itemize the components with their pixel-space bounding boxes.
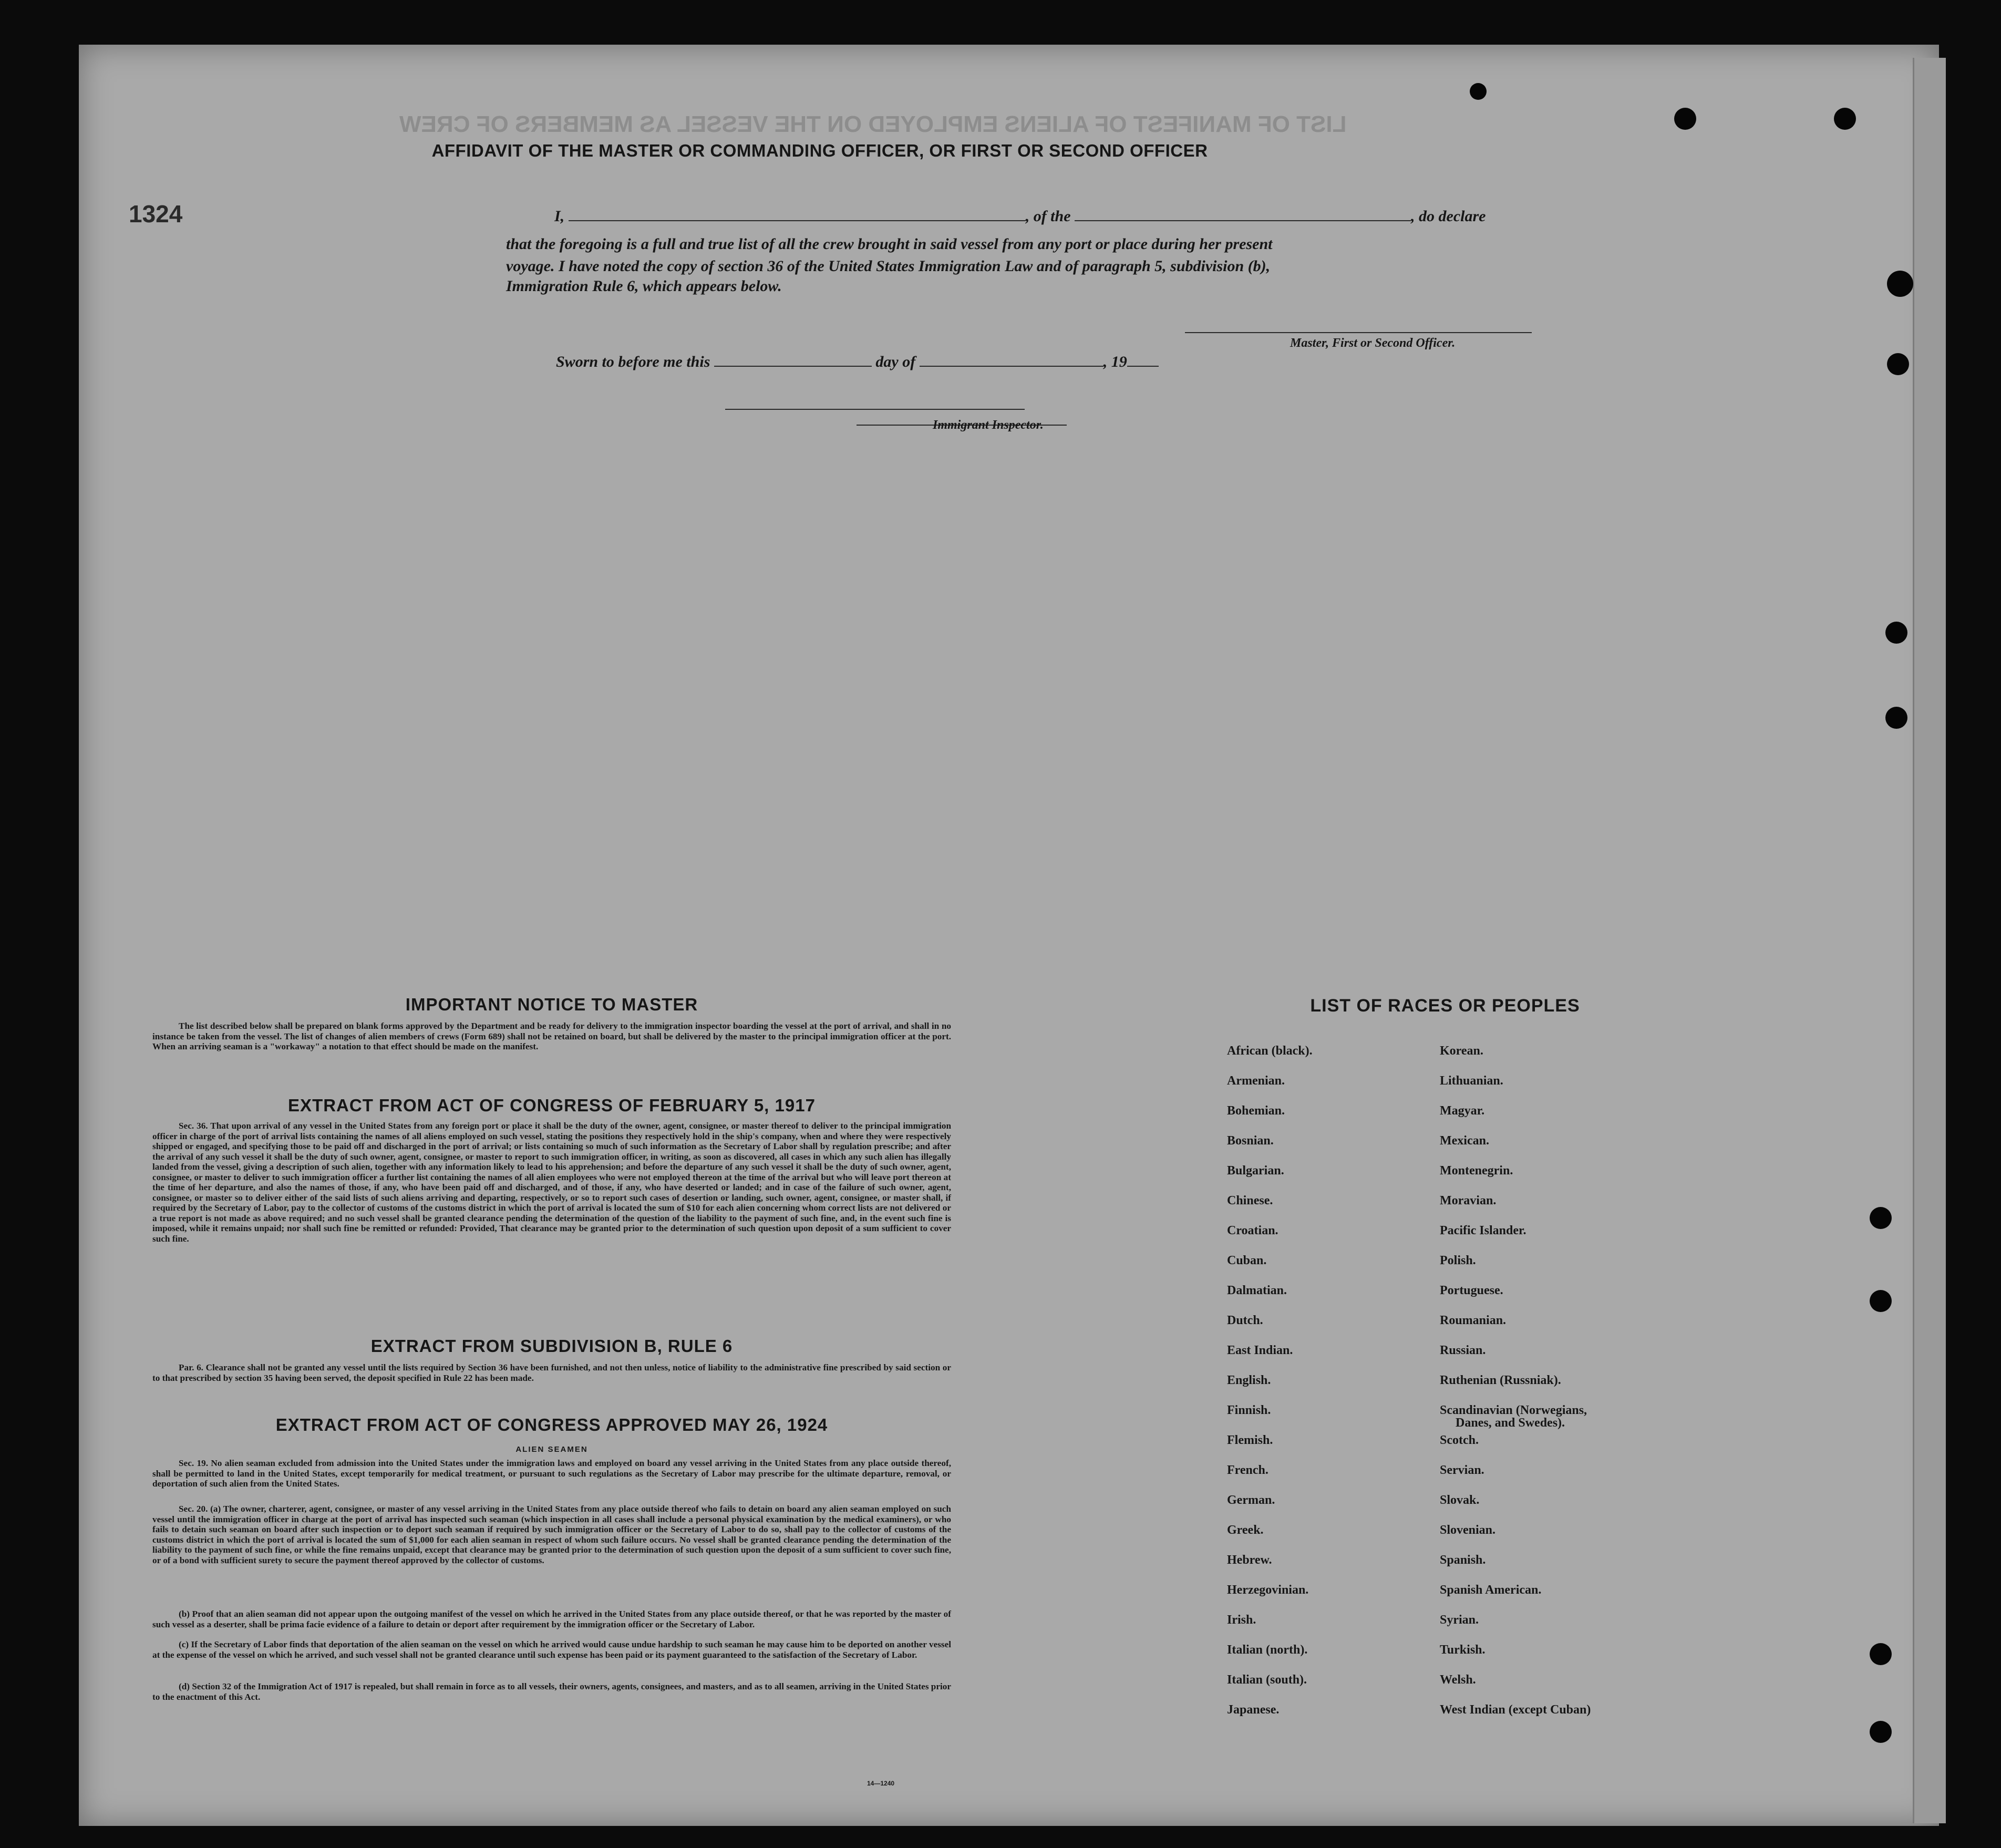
race-item-flemish: Flemish. [1227,1433,1273,1447]
extract-1924-sec20d: (d) Section 32 of the Immigration Act of 1917 is repealed, but shall remain in force as to all vessels, their owners, agents, consignees, and masters, and as to all seamen, arriving in the United States prior to the enactment of this Act. [152,1681,951,1702]
race-item-italian-south: Italian (south). [1227,1673,1307,1687]
binder-hole [1885,707,1907,729]
extract-1924-sec20b: (b) Proof that an alien seaman did not appear upon the outgoing manifest of the vessel on which he arrived in the United States from any place outside thereof, or that he was reported by the master of such vessel as a deserter, shall be prima facie evidence of a failure to detain or deport after requirement by the immigration officer or the Secretary of Labor. [152,1609,951,1629]
race-item-scotch: Scotch. [1440,1433,1479,1447]
race-item-dalmatian: Dalmatian. [1227,1284,1287,1297]
race-item-german: German. [1227,1493,1275,1507]
do-declare-label: , do declare [1411,208,1486,225]
inspector-signature-line[interactable] [725,409,1025,410]
race-item-mexican: Mexican. [1440,1134,1489,1148]
inspector-caption: Immigrant Inspector. [933,418,1044,432]
binder-hole [1870,1721,1892,1743]
races-heading: LIST OF RACES OR PEOPLES [1310,996,1580,1016]
race-item-moravian: Moravian. [1440,1194,1497,1207]
binder-hole [1674,108,1696,130]
race-item-turkish: Turkish. [1440,1643,1486,1657]
race-item-italian-north: Italian (north). [1227,1643,1308,1657]
affidavit-line-2: that the foregoing is a full and true list of all the crew brought in said vessel from any port or place during her present [506,235,1273,253]
extract-1917-text: Sec. 36. That upon arrival of any vessel in the United States from any foreign port or place it shall be the duty of the owner, agent, consignee, or master thereof to deliver to the principal immigration officer in charge of the port of arrival lists containing the names of all aliens employed on such vessel, stating the positions they respectively hold in the ship's company, when and where they were respectively shipped or engaged, and specifying those to be paid off and discharged in the port of arrival; or lists containing so much of such information as the Secretary of Labor shall by regulation prescribe; and after the arrival of any such vessel it shall be the duty of such owner, agent, consignee, or master to report to such immigration officer, in writing, as soon as discovered, all cases in which any such alien has illegally landed from the vessel, giving a description of such alien, together with any information likely to lead to his apprehension; and before the departure of any such vessel it shall be the duty of such owner, agent, consignee, or master to deliver to such immigration officer a further list containing the names of all alien employees who were not employed thereon at the time of the arrival but who will leave port thereon at the time of her departure, and also the names of those, if any, who have been paid off and discharged, and of those, if any, who have deserted or landed; and in case of the failure of such owner, agent, consignee, or master so to deliver either of the said lists of such aliens arriving and departing, respectively, or so to report such cases of desertion or landing, such owner, agent, consignee, or master shall, if required by the Secretary of Labor, pay to the collector of customs of the customs district in which the port of arrival is located the sum of $10 for each alien concerning whom correct lists are not delivered or a true report is not made as above required; and no such vessel shall be granted clearance pending the determination of the question of the liability to the payment of such fine, and, in the event such fine is imposed, while it remains unpaid; nor shall such fine be remitted or refunded: Provided, That clearance may be granted prior to the determination of such question upon deposit of a sum sufficient to cover such fine. [152,1121,951,1244]
master-signature-caption: Master, First or Second Officer. [1290,336,1456,350]
race-item-montenegrin: Montenegrin. [1440,1164,1513,1178]
master-signature-line[interactable] [1185,332,1532,333]
of-the-label: , of the [1025,208,1071,225]
declarant-name-field[interactable] [569,209,1026,221]
bleed-through-header: LIST OF MANIFEST OF ALIENS EMPLOYED ON THE VESSEL AS MEMBERS OF CREW [399,111,1347,137]
day-of-label: day of [875,353,916,370]
affidavit-line-1 [554,208,1486,225]
race-item-lithuanian: Lithuanian. [1440,1074,1503,1088]
race-item-slovenian: Slovenian. [1440,1523,1496,1537]
race-item-english: English. [1227,1374,1271,1387]
binder-hole [1887,353,1909,375]
race-item-korean: Korean. [1440,1044,1483,1058]
binder-hole [1834,108,1856,130]
sworn-line [556,353,1159,371]
race-item-magyar: Magyar. [1440,1104,1485,1118]
extract-rule6-heading: EXTRACT FROM SUBDIVISION B, RULE 6 [370,1336,733,1356]
races-right-column [1440,1045,1591,1733]
race-item-spanish-american: Spanish American. [1440,1583,1542,1597]
race-item-russian: Russian. [1440,1344,1486,1357]
sworn-year-field[interactable] [1127,354,1159,367]
form-number: 14—1240 [867,1780,895,1787]
affidavit-line-3: voyage. I have noted the copy of section 36 of the United States Immigration Law and of paragraph 5, subdivision (b), [506,257,1271,275]
sheet-number: 1324 [129,200,183,228]
notice-text: The list described below shall be prepared on blank forms approved by the Department and be ready for delivery to the immigration inspector boarding the vessel at the port of arrival, and shall in no instance be taken from the vessel. The list of changes of alien members of crews (Form 689) shall not be retained on board, but shall be delivered by the master to the principal immigration officer at the port. When an arriving seaman is a "workaway" a notation to that effect should be made on the manifest. [152,1021,951,1051]
race-item-spanish: Spanish. [1440,1553,1486,1567]
race-item-ruthenian-russniak: Ruthenian (Russniak). [1440,1374,1561,1387]
race-item-chinese: Chinese. [1227,1194,1273,1207]
race-item-pacific-islander: Pacific Islander. [1440,1224,1526,1237]
sworn-year-label: , 19 [1103,353,1127,370]
race-item-bosnian: Bosnian. [1227,1134,1274,1148]
affidavit-line-4: Immigration Rule 6, which appears below. [506,277,782,295]
race-item-dutch: Dutch. [1227,1314,1263,1327]
race-item-finnish: Finnish. [1227,1403,1271,1417]
race-item-japanese: Japanese. [1227,1703,1280,1717]
vessel-name-field[interactable] [1075,209,1411,221]
race-item-servian: Servian. [1440,1463,1484,1477]
sworn-day-field[interactable] [714,354,872,367]
race-item-cuban: Cuban. [1227,1254,1267,1267]
page-edge [1913,58,1946,1823]
race-item-scandinavian-norwegians: Scandinavian (Norwegians, Danes, and Swedes). [1440,1403,1587,1430]
race-item-roumanian: Roumanian. [1440,1314,1507,1327]
race-item-slovak: Slovak. [1440,1493,1480,1507]
extract-1924-sec20a: Sec. 20. (a) The owner, charterer, agent, consignee, or master of any vessel arriving in the United States from any place outside thereof who fails to detain on board any alien seaman employed on such vessel until the immigration officer in charge at the port of arrival has inspected such seaman (which inspection in all cases shall include a personal physical examination by the medical examiners), or who fails to detain such seaman on board after such inspection or to deport such seaman if required by such immigration officer or the Secretary of Labor to do so, shall pay to the collector of customs of the customs district in which the port of arrival is located the sum of $1,000 for each alien seaman in respect of whom such failure occurs. No vessel shall be granted clearance pending the determination of the liability to the payment of such fine, or while the fine remains unpaid, except that clearance may be granted prior to the determination of such question upon the deposit of a sum sufficient to cover such fine, or of a bond with sufficient surety to secure the payment thereof approved by the collector of customs. [152,1504,951,1565]
race-item-croatian: Croatian. [1227,1224,1278,1237]
race-item-hebrew: Hebrew. [1227,1553,1272,1567]
race-item-scandinavian-continued: Danes, and Swedes). [1456,1416,1565,1430]
affidavit-heading: AFFIDAVIT OF THE MASTER OR COMMANDING OFFICER, OR FIRST OR SECOND OFFICER [431,141,1208,160]
race-item-greek: Greek. [1227,1523,1264,1537]
notice-heading: IMPORTANT NOTICE TO MASTER [405,995,698,1014]
race-item-herzegovinian: Herzegovinian. [1227,1583,1309,1597]
sworn-label: Sworn to before me this [556,353,710,370]
race-item-portuguese: Portuguese. [1440,1284,1503,1297]
binder-hole [1870,1290,1892,1312]
binder-hole [1870,1207,1892,1229]
binder-hole [1885,622,1907,644]
extract-1924-sec19: Sec. 19. No alien seaman excluded from admission into the United States under the immigration laws and employed on board any vessel arriving in the United States from any place outside thereof, shall be permitted to land in the United States, except temporarily for medical treatment, or pursuant to such regulations as the Secretary of Labor may prescribe for the ultimate departure, removal, or deportation of such alien from the United States. [152,1458,951,1489]
race-item-african-black: African (black). [1227,1044,1313,1058]
sworn-month-field[interactable] [920,354,1103,367]
binder-hole [1470,83,1487,100]
extract-rule6-text: Par. 6. Clearance shall not be granted any vessel until the lists required by Section 36 have been furnished, and not then unless, notice of liability to the administrative fine prescribed by said section or to that prescribed by section 35 having been served, the deposit specified in Rule 22 has been made. [152,1362,951,1383]
alien-seamen-subheading: ALIEN SEAMEN [515,1445,588,1454]
race-item-bohemian: Bohemian. [1227,1104,1285,1118]
race-item-west-indian-except-cuban: West Indian (except Cuban) [1440,1703,1591,1717]
races-left-column [1227,1045,1313,1733]
declarant-prefix: I, [554,208,565,225]
extract-1917-heading: EXTRACT FROM ACT OF CONGRESS OF FEBRUARY 5, 1917 [288,1096,816,1115]
binder-hole [1870,1643,1892,1665]
race-item-welsh: Welsh. [1440,1673,1476,1687]
extract-1924-sec20c: (c) If the Secretary of Labor finds that deportation of the alien seaman on the vessel on which he arrived would cause undue hardship to such seaman he may cause him to be deported on another vessel at the expense of the vessel on which he arrived, and such vessel shall not be granted clearance until such expense has been paid or its payment guaranteed to the satisfaction of the Secretary of Labor. [152,1639,951,1660]
race-item-east-indian: East Indian. [1227,1344,1293,1357]
binder-hole [1887,271,1913,297]
race-item-irish: Irish. [1227,1613,1256,1627]
race-item-syrian: Syrian. [1440,1613,1479,1627]
race-item-armenian: Armenian. [1227,1074,1285,1088]
race-item-bulgarian: Bulgarian. [1227,1164,1284,1178]
extract-1924-heading: EXTRACT FROM ACT OF CONGRESS APPROVED MAY 26, 1924 [275,1415,828,1434]
race-item-polish: Polish. [1440,1254,1476,1267]
race-item-french: French. [1227,1463,1268,1477]
